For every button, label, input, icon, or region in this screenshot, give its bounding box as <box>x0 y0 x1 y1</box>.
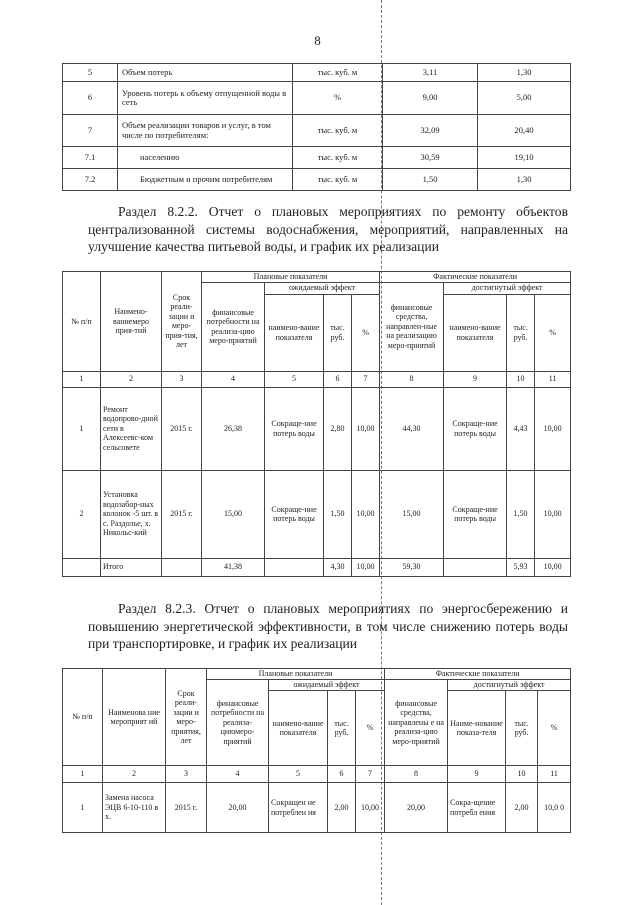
planned-financing: 15,00 <box>202 470 265 558</box>
col-header-fact: Фактические показатели <box>380 272 571 283</box>
column-number: 10 <box>507 371 535 387</box>
planned-financing: 26,38 <box>202 387 265 470</box>
expected-pct: 10,00 <box>352 387 380 470</box>
expected-rub: 2,00 <box>328 783 356 833</box>
row-number: 1 <box>63 783 103 833</box>
indicator-unit: % <box>293 82 383 115</box>
energy-saving-table <box>62 668 571 833</box>
col-header-indicator: наимено-вание показателя <box>269 691 328 766</box>
column-number: 7 <box>356 766 385 783</box>
row-number: 1 <box>63 387 101 470</box>
column-number: 5 <box>269 766 328 783</box>
col-header-indicator: наимено-вание показателя <box>265 294 324 371</box>
section-heading-8-2-2: Раздел 8.2.2. Отчет о плановых мероприятиях по ремонту объектов централизованной системы водоснабжения, мероприятий, направленных на улучшение качества питьевой воды, и график их реализации <box>88 204 568 254</box>
indicator-unit: тыс. куб. м <box>293 147 383 169</box>
col-header-fin-plan: финансовые потребности на реализа-цию меро-приятий <box>202 282 265 371</box>
col-header-plan: Плановые показатели <box>202 272 380 283</box>
row-number: 7 <box>63 115 118 147</box>
col-header-pct: % <box>538 691 571 766</box>
measure-term: 2015 г. <box>166 783 207 833</box>
col-header-expected: ожидаемый эффект <box>269 680 385 691</box>
column-number: 8 <box>385 766 448 783</box>
measure-term: 2015 г. <box>162 387 202 470</box>
col-header-num: № п/п <box>63 272 101 372</box>
col-header-pct: % <box>535 294 571 371</box>
table-row <box>63 82 571 115</box>
indicator-unit: тыс. куб. м <box>293 64 383 82</box>
column-number-row <box>63 371 571 387</box>
measure-name: Установка водозабор-ных колонок -5 шт. в с. Раздолье, х. Никольс-кий <box>101 470 162 558</box>
column-number: 3 <box>162 371 202 387</box>
total-planned-financing: 41,38 <box>202 558 265 576</box>
measure-name: Замена насоса ЭЦВ 6-10-110 в х. <box>103 783 166 833</box>
total-actual-financing: 59,30 <box>380 558 444 576</box>
expected-indicator: Сокращен ие потреблен ия <box>269 783 328 833</box>
achieved-indicator: Сокраще-ние потерь воды <box>444 387 507 470</box>
col-header-num: № п/п <box>63 669 103 766</box>
indicator-name: Бюджетным и прочим потребителям <box>118 169 293 191</box>
expected-pct: 10,00 <box>356 783 385 833</box>
achieved-rub: 2,00 <box>506 783 538 833</box>
col-header-indicator: Наиме-нование показа-теля <box>448 691 506 766</box>
achieved-indicator: Сокраще-ние потерь воды <box>444 470 507 558</box>
indicator-value-1: 32,09 <box>383 115 478 147</box>
column-number: 2 <box>101 371 162 387</box>
indicator-value-2: 19,10 <box>478 147 571 169</box>
total-expected-rub: 4,30 <box>324 558 352 576</box>
indicator-value-1: 1,50 <box>383 169 478 191</box>
col-header-fin-fact: финансовые средства, направлен-ные на реализацию меро-приятий <box>380 282 444 371</box>
col-header-fin-fact: финансовые средства, направлены е на реализа-цию меро-приятий <box>385 680 448 766</box>
expected-indicator: Сокраще-ние потерь воды <box>265 470 324 558</box>
achieved-indicator: Сокра-щение потребл ения <box>448 783 506 833</box>
indicator-unit: тыс. куб. м <box>293 169 383 191</box>
indicator-value-2: 20,40 <box>478 115 571 147</box>
repair-measures-table <box>62 271 571 577</box>
col-header-name: Наименова ние мероприят ий <box>103 669 166 766</box>
planned-financing: 20,00 <box>207 783 269 833</box>
indicator-name: населению <box>118 147 293 169</box>
row-number: 7.1 <box>63 147 118 169</box>
actual-financing: 44,30 <box>380 387 444 470</box>
column-number: 4 <box>202 371 265 387</box>
indicator-value-2: 5,00 <box>478 82 571 115</box>
col-header-name: Наимено-ваниемеро прия-тий <box>101 272 162 372</box>
table-row <box>63 64 571 82</box>
column-number: 1 <box>63 766 103 783</box>
table-header-row <box>63 669 571 680</box>
actual-financing: 20,00 <box>385 783 448 833</box>
page-number: 8 <box>314 33 321 48</box>
expected-rub: 2,80 <box>324 387 352 470</box>
column-number: 2 <box>103 766 166 783</box>
col-header-term: Срок реали-зации и меро-прия-тия, лет <box>162 272 202 372</box>
total-achieved-rub: 5,93 <box>507 558 535 576</box>
col-header-indicator: наимено-вание показателя <box>444 294 507 371</box>
indicator-value-1: 9,00 <box>383 82 478 115</box>
table-row <box>63 147 571 169</box>
indicator-unit: тыс. куб. м <box>293 115 383 147</box>
col-header-fact: Фактические показатели <box>385 669 571 680</box>
column-number: 8 <box>380 371 444 387</box>
measure-term: 2015 г. <box>162 470 202 558</box>
table-row <box>63 470 571 558</box>
total-achieved-pct: 10,00 <box>535 558 571 576</box>
indicator-value-2: 1,30 <box>478 169 571 191</box>
column-number: 6 <box>328 766 356 783</box>
column-number: 10 <box>506 766 538 783</box>
col-header-rub: тыс. руб. <box>507 294 535 371</box>
section-heading-8-2-3: Раздел 8.2.3. Отчет о плановых мероприятиях по энергосбережению и повышению энергетической эффективности, в том числе снижению потерь воды при транспортировке, и график их реализации <box>88 601 568 651</box>
column-number: 9 <box>448 766 506 783</box>
expected-rub: 1,50 <box>324 470 352 558</box>
expected-indicator: Сокраще-ние потерь воды <box>265 387 324 470</box>
col-header-pct: % <box>352 294 380 371</box>
row-number: 5 <box>63 64 118 82</box>
achieved-pct: 10,0 0 <box>538 783 571 833</box>
row-number: 6 <box>63 82 118 115</box>
table-row <box>63 115 571 147</box>
measure-name: Ремонт водопрово-дной сети в Алексеевс-ком сельсовете <box>101 387 162 470</box>
indicators-table <box>62 63 571 191</box>
col-header-expected: ожидаемый эффект <box>265 282 380 294</box>
total-label: Итого <box>101 558 162 576</box>
row-number: 7.2 <box>63 169 118 191</box>
col-header-achieved: достигнутый эффект <box>444 282 571 294</box>
column-number: 6 <box>324 371 352 387</box>
col-header-fin-plan: финансовые потребности на реализа-циюмеро-приятий <box>207 680 269 766</box>
row-number: 2 <box>63 470 101 558</box>
col-header-rub: тыс. руб. <box>324 294 352 371</box>
column-number: 9 <box>444 371 507 387</box>
col-header-term: Срок реали-зации и меро-приятия, лет <box>166 669 207 766</box>
total-row <box>63 558 571 576</box>
column-number: 11 <box>538 766 571 783</box>
col-header-rub: тыс. руб. <box>506 691 538 766</box>
column-number: 11 <box>535 371 571 387</box>
achieved-rub: 4,43 <box>507 387 535 470</box>
indicator-value-2: 1,30 <box>478 64 571 82</box>
col-header-achieved: достигнутый эффект <box>448 680 571 691</box>
indicator-name: Уровень потерь к объему отпущенной воды в сеть <box>118 82 293 115</box>
column-number: 3 <box>166 766 207 783</box>
table-row <box>63 387 571 470</box>
indicator-name: Объем потерь <box>118 64 293 82</box>
total-expected-pct: 10,00 <box>352 558 380 576</box>
expected-pct: 10,00 <box>352 470 380 558</box>
column-number: 1 <box>63 371 101 387</box>
indicator-name: Объем реализации товаров и услуг, в том числе по потребителям: <box>118 115 293 147</box>
column-number: 4 <box>207 766 269 783</box>
achieved-rub: 1,50 <box>507 470 535 558</box>
column-number: 5 <box>265 371 324 387</box>
achieved-pct: 10,00 <box>535 387 571 470</box>
col-header-pct: % <box>356 691 385 766</box>
indicator-value-1: 3,11 <box>383 64 478 82</box>
col-header-plan: Плановые показатели <box>207 669 385 680</box>
table-header-row <box>63 272 571 283</box>
table-row <box>63 169 571 191</box>
table-row <box>63 783 571 833</box>
indicator-value-1: 30,59 <box>383 147 478 169</box>
column-number: 7 <box>352 371 380 387</box>
actual-financing: 15,00 <box>380 470 444 558</box>
column-number-row <box>63 766 571 783</box>
achieved-pct: 10,00 <box>535 470 571 558</box>
col-header-rub: тыс. руб. <box>328 691 356 766</box>
